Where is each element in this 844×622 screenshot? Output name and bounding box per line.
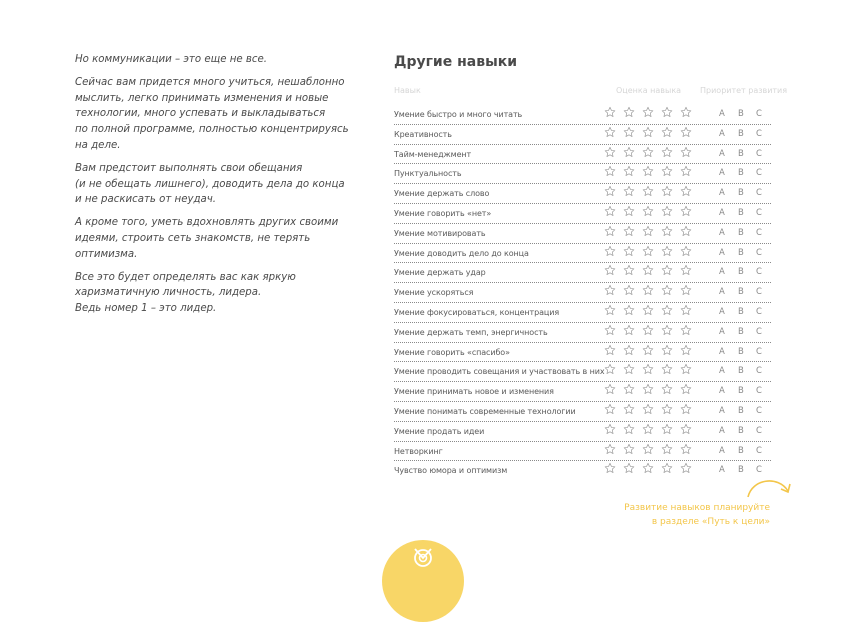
star-icon[interactable]: [604, 106, 617, 119]
star-icon[interactable]: [680, 205, 693, 218]
priority-option-b[interactable]: B: [738, 148, 744, 159]
star-icon[interactable]: [680, 126, 693, 139]
skill-label: Пунктуальность: [394, 169, 462, 179]
star-icon[interactable]: [680, 344, 693, 357]
priority-option-a[interactable]: A: [719, 326, 725, 337]
star-icon[interactable]: [680, 324, 693, 337]
skill-row: [394, 164, 771, 184]
star-icon[interactable]: [661, 264, 674, 277]
priority-option-c[interactable]: C: [756, 366, 762, 377]
priority-option-b[interactable]: B: [738, 247, 744, 258]
intro-paragraph-5: Все это будет определять вас как яркую харизматичную личность, лидера. Ведь номер 1 – это лидер.: [75, 271, 296, 315]
skill-label: Умение проводить совещания и участвовать в них: [394, 367, 605, 377]
skills-table: [394, 105, 771, 480]
column-header-priority: Приоритет развития: [700, 86, 788, 95]
star-icon[interactable]: [680, 462, 693, 475]
star-icon[interactable]: [604, 304, 617, 317]
star-icon[interactable]: [623, 363, 636, 376]
priority-option-a[interactable]: A: [719, 306, 725, 317]
priority-option-c[interactable]: C: [756, 227, 762, 238]
star-icon[interactable]: [604, 344, 617, 357]
intro-paragraph-4: А кроме того, уметь вдохновлять других своими идеями, строить сеть знакомств, не терять оптимизма.: [75, 217, 339, 260]
priority-option-c[interactable]: C: [756, 267, 762, 278]
star-icon[interactable]: [680, 443, 693, 456]
skill-label: Умение доводить дело до конца: [394, 248, 529, 258]
skill-row: [394, 204, 771, 224]
star-icon[interactable]: [680, 245, 693, 258]
priority-option-b[interactable]: B: [738, 386, 744, 397]
star-icon[interactable]: [661, 363, 674, 376]
skill-row: [394, 461, 771, 480]
skill-row: [394, 303, 771, 323]
star-icon[interactable]: [661, 403, 674, 416]
skill-row: [394, 125, 771, 145]
star-icon[interactable]: [661, 146, 674, 159]
star-icon[interactable]: [680, 423, 693, 436]
priority-option-a[interactable]: A: [719, 128, 725, 139]
priority-option-c[interactable]: C: [756, 148, 762, 159]
star-icon[interactable]: [604, 423, 617, 436]
priority-option-a[interactable]: A: [719, 346, 725, 357]
star-icon[interactable]: [623, 324, 636, 337]
priority-option-b[interactable]: B: [738, 227, 744, 238]
star-icon[interactable]: [661, 284, 674, 297]
priority-option-c[interactable]: C: [756, 188, 762, 199]
star-icon[interactable]: [661, 185, 674, 198]
star-icon[interactable]: [604, 146, 617, 159]
priority-option-b[interactable]: B: [738, 109, 744, 119]
priority-option-a[interactable]: A: [719, 366, 725, 377]
star-icon[interactable]: [680, 106, 693, 119]
star-icon[interactable]: [642, 245, 655, 258]
skill-label: Умение говорить «нет»: [394, 208, 492, 218]
skill-row: [394, 323, 771, 343]
star-icon[interactable]: [680, 304, 693, 317]
priority-option-c[interactable]: C: [756, 425, 762, 436]
skill-row: [394, 422, 771, 442]
priority-option-c[interactable]: C: [756, 405, 762, 416]
star-icon[interactable]: [642, 126, 655, 139]
priority-option-b[interactable]: B: [738, 168, 744, 179]
intro-paragraph-2: Сейчас вам придется много учиться, нешаблонно мыслить, легко принимать изменения и новые технологии, много успевать и выкладываться по полной программе, полностью концентрируясь на деле.: [75, 76, 349, 151]
priority-option-c[interactable]: C: [756, 306, 762, 317]
priority-option-a[interactable]: A: [719, 148, 725, 159]
column-header-skill: Навык: [394, 86, 421, 95]
priority-option-a[interactable]: A: [719, 405, 725, 416]
star-icon[interactable]: [604, 363, 617, 376]
star-icon[interactable]: [661, 205, 674, 218]
star-icon[interactable]: [604, 225, 617, 238]
priority-option-b[interactable]: B: [738, 128, 744, 139]
star-icon[interactable]: [604, 462, 617, 475]
star-icon[interactable]: [642, 106, 655, 119]
priority-option-a[interactable]: A: [719, 267, 725, 278]
skill-label: Умение мотивировать: [394, 228, 486, 238]
star-icon[interactable]: [642, 363, 655, 376]
priority-option-a[interactable]: A: [719, 445, 725, 456]
priority-option-c[interactable]: C: [756, 287, 762, 298]
star-icon[interactable]: [642, 383, 655, 396]
intro-text: [75, 52, 365, 324]
star-icon[interactable]: [680, 363, 693, 376]
priority-option-c[interactable]: C: [756, 465, 762, 476]
star-icon[interactable]: [623, 106, 636, 119]
priority-option-b[interactable]: B: [738, 366, 744, 377]
star-icon[interactable]: [623, 264, 636, 277]
skill-row: [394, 362, 771, 382]
skill-label: Умение фокусироваться, концентрация: [394, 307, 560, 317]
priority-option-c[interactable]: C: [756, 247, 762, 258]
star-icon[interactable]: [604, 165, 617, 178]
priority-option-a[interactable]: A: [719, 425, 725, 436]
star-icon[interactable]: [642, 284, 655, 297]
footer-note: [624, 501, 770, 529]
star-icon[interactable]: [604, 126, 617, 139]
star-icon[interactable]: [642, 146, 655, 159]
skill-label: Умение продать идеи: [394, 426, 485, 436]
star-icon[interactable]: [623, 443, 636, 456]
star-icon[interactable]: [661, 126, 674, 139]
star-icon[interactable]: [642, 165, 655, 178]
skill-row: [394, 224, 771, 244]
priority-option-c[interactable]: C: [756, 207, 762, 218]
priority-option-b[interactable]: B: [738, 267, 744, 278]
star-icon[interactable]: [623, 423, 636, 436]
star-icon[interactable]: [623, 205, 636, 218]
skill-row: [394, 283, 771, 303]
skill-label: Нетворкинг: [394, 446, 443, 456]
star-icon[interactable]: [661, 106, 674, 119]
star-icon[interactable]: [623, 245, 636, 258]
star-icon[interactable]: [623, 185, 636, 198]
priority-option-c[interactable]: C: [756, 168, 762, 179]
section-title: Другие навыки: [394, 54, 518, 70]
star-icon[interactable]: [623, 304, 636, 317]
star-icon[interactable]: [604, 205, 617, 218]
priority-option-a[interactable]: A: [719, 207, 725, 218]
skill-row: [394, 343, 771, 363]
star-icon[interactable]: [604, 185, 617, 198]
priority-option-b[interactable]: B: [738, 287, 744, 298]
priority-option-b[interactable]: B: [738, 188, 744, 199]
star-icon[interactable]: [680, 146, 693, 159]
target-logo-icon: [411, 545, 435, 569]
priority-option-c[interactable]: C: [756, 445, 762, 456]
star-icon[interactable]: [604, 403, 617, 416]
skill-label: Тайм-менеджмент: [394, 149, 472, 159]
star-icon[interactable]: [642, 462, 655, 475]
star-icon[interactable]: [604, 443, 617, 456]
priority-option-b[interactable]: B: [738, 207, 744, 218]
priority-option-c[interactable]: C: [756, 386, 762, 397]
priority-option-c[interactable]: C: [756, 109, 762, 119]
star-icon[interactable]: [680, 185, 693, 198]
priority-option-b[interactable]: B: [738, 306, 744, 317]
skill-row: [394, 145, 771, 165]
priority-option-a[interactable]: A: [719, 227, 725, 238]
star-icon[interactable]: [642, 443, 655, 456]
star-icon[interactable]: [642, 344, 655, 357]
star-icon[interactable]: [661, 245, 674, 258]
star-icon[interactable]: [623, 403, 636, 416]
intro-paragraph-3: Вам предстоит выполнять свои обещания (и не обещать лишнего), доводить дела до конца и не раскисать от неудач.: [75, 162, 345, 206]
star-icon[interactable]: [680, 264, 693, 277]
priority-option-a[interactable]: A: [719, 465, 725, 476]
star-icon[interactable]: [661, 383, 674, 396]
priority-option-b[interactable]: B: [738, 445, 744, 456]
skill-label: Умение принимать новое и изменения: [394, 387, 554, 397]
star-icon[interactable]: [623, 383, 636, 396]
star-icon[interactable]: [642, 205, 655, 218]
priority-option-b[interactable]: B: [738, 465, 744, 476]
skill-label: Чувство юмора и оптимизм: [394, 466, 508, 476]
priority-option-b[interactable]: B: [738, 425, 744, 436]
star-icon[interactable]: [642, 403, 655, 416]
star-icon[interactable]: [680, 165, 693, 178]
intro-paragraph-1: Но коммуникации – это еще не все.: [75, 54, 267, 65]
priority-option-a[interactable]: A: [719, 168, 725, 179]
curved-arrow-icon: [744, 473, 792, 501]
footer-note-line-1: Развитие навыков планируйте: [624, 503, 770, 513]
skill-label: Умение говорить «спасибо»: [394, 347, 510, 357]
star-icon[interactable]: [661, 443, 674, 456]
star-icon[interactable]: [661, 324, 674, 337]
priority-option-c[interactable]: C: [756, 346, 762, 357]
priority-option-a[interactable]: A: [719, 188, 725, 199]
star-icon[interactable]: [661, 304, 674, 317]
star-icon[interactable]: [642, 185, 655, 198]
skill-row: [394, 105, 771, 125]
skill-label: Умение быстро и много читать: [394, 110, 523, 119]
star-icon[interactable]: [604, 324, 617, 337]
skill-row: [394, 402, 771, 422]
star-icon[interactable]: [623, 462, 636, 475]
skill-label: Умение держать темп, энергичность: [394, 327, 548, 337]
priority-option-b[interactable]: B: [738, 405, 744, 416]
skill-row: [394, 382, 771, 402]
skill-label: Умение держать удар: [394, 268, 486, 278]
skill-row: [394, 263, 771, 283]
priority-option-b[interactable]: B: [738, 346, 744, 357]
priority-option-c[interactable]: C: [756, 326, 762, 337]
star-icon[interactable]: [623, 344, 636, 357]
star-icon[interactable]: [642, 264, 655, 277]
star-icon[interactable]: [661, 462, 674, 475]
star-icon[interactable]: [642, 423, 655, 436]
star-icon[interactable]: [623, 126, 636, 139]
skill-row: [394, 244, 771, 264]
star-icon[interactable]: [604, 264, 617, 277]
priority-option-b[interactable]: B: [738, 326, 744, 337]
star-icon[interactable]: [661, 165, 674, 178]
star-icon[interactable]: [642, 225, 655, 238]
column-header-rating: Оценка навыка: [616, 86, 682, 95]
star-icon[interactable]: [623, 146, 636, 159]
footer-note-line-2: в разделе «Путь к цели»: [651, 517, 770, 527]
star-icon[interactable]: [680, 383, 693, 396]
star-icon[interactable]: [680, 225, 693, 238]
star-icon[interactable]: [604, 383, 617, 396]
priority-option-a[interactable]: A: [719, 247, 725, 258]
skill-row: [394, 184, 771, 204]
skill-label: Умение держать слово: [394, 189, 490, 199]
priority-option-c[interactable]: C: [756, 128, 762, 139]
star-icon[interactable]: [661, 225, 674, 238]
star-icon[interactable]: [642, 304, 655, 317]
star-icon[interactable]: [680, 284, 693, 297]
star-icon[interactable]: [642, 324, 655, 337]
skill-label: Умение понимать современные технологии: [394, 406, 576, 416]
priority-option-a[interactable]: A: [719, 287, 725, 298]
star-icon[interactable]: [661, 344, 674, 357]
star-icon[interactable]: [623, 225, 636, 238]
star-icon[interactable]: [604, 284, 617, 297]
skill-row: [394, 442, 771, 462]
skill-label: Креативность: [394, 129, 452, 139]
priority-option-a[interactable]: A: [719, 386, 725, 397]
skill-label: Умение ускоряться: [394, 288, 474, 298]
priority-option-a[interactable]: A: [719, 109, 725, 119]
star-icon[interactable]: [661, 423, 674, 436]
star-icon[interactable]: [680, 403, 693, 416]
star-icon[interactable]: [623, 165, 636, 178]
star-icon[interactable]: [604, 245, 617, 258]
star-icon[interactable]: [623, 284, 636, 297]
